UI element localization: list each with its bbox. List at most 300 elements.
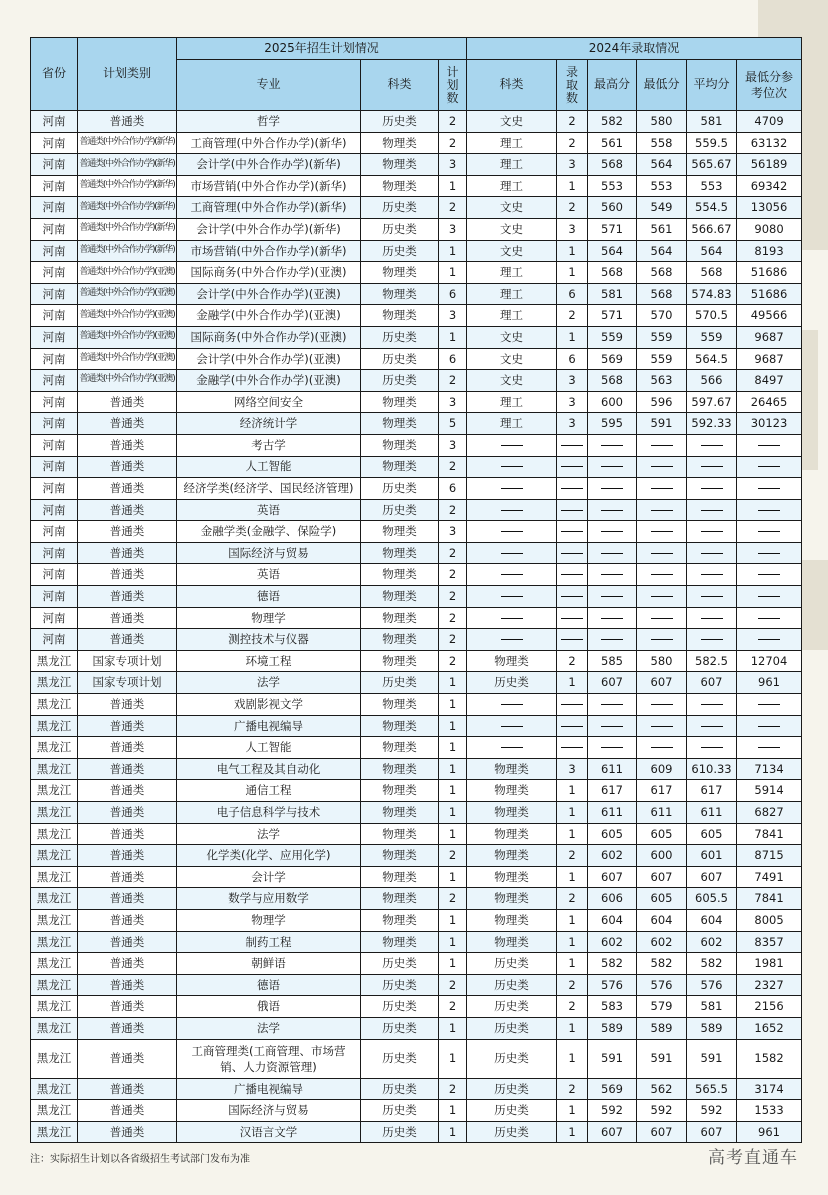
cell-major: 环境工程 [177,650,361,672]
cell-min-rank [737,629,802,651]
cell-avg-score: 591 [687,1039,737,1078]
cell-plan-count: 2 [439,629,467,651]
table-row [31,478,802,500]
cell-province: 河南 [31,197,78,219]
cell-subject-2025: 历史类 [361,953,439,975]
cell-plan-category: 普通类(中外合作办学)(新华) [78,218,177,240]
cell-plan-category: 普通类 [78,434,177,456]
cell-min-score: 605 [637,888,687,910]
cell-min-score [637,542,687,564]
cell-subject-2025: 物理类 [361,564,439,586]
cell-province: 黑龙江 [31,1078,78,1100]
cell-major: 物理学 [177,607,361,629]
cell-admitted [557,521,588,543]
dash-mark [701,618,723,619]
cell-max-score: 571 [588,305,637,327]
dash-mark [651,553,673,554]
table-row [31,758,802,780]
cell-plan-category: 普通类 [78,715,177,737]
cell-plan-count: 1 [439,953,467,975]
cell-major: 会计学(中外合作办学)(新华) [177,154,361,176]
cell-plan-count: 3 [439,391,467,413]
cell-major: 物理学 [177,909,361,931]
header-group-2025: 2025年招生计划情况 [177,38,467,60]
cell-min-score [637,737,687,759]
cell-plan-count: 2 [439,370,467,392]
cell-max-score: 602 [588,931,637,953]
cell-admitted: 2 [557,845,588,867]
table-row [31,348,802,370]
cell-subject-2025: 历史类 [361,1078,439,1100]
cell-admitted: 2 [557,996,588,1018]
dash-mark [701,466,723,467]
cell-avg-score [687,542,737,564]
cell-avg-score: 604 [687,909,737,931]
cell-min-rank: 961 [737,672,802,694]
cell-avg-score [687,607,737,629]
cell-subject-2025: 历史类 [361,996,439,1018]
cell-subject-2024: 物理类 [467,780,557,802]
cell-min-score: 579 [637,996,687,1018]
cell-province: 黑龙江 [31,845,78,867]
cell-avg-score: 570.5 [687,305,737,327]
dash-mark [651,466,673,467]
cell-plan-count: 1 [439,802,467,824]
cell-subject-2024: 理工 [467,262,557,284]
table-row [31,197,802,219]
cell-avg-score: 576 [687,974,737,996]
cell-major: 网络空间安全 [177,391,361,413]
dash-mark [651,574,673,575]
cell-province: 黑龙江 [31,974,78,996]
table-row [31,909,802,931]
cell-max-score [588,434,637,456]
table-row [31,305,802,327]
cell-avg-score: 565.67 [687,154,737,176]
table-row [31,1078,802,1100]
cell-min-rank: 4709 [737,111,802,133]
cell-admitted [557,715,588,737]
table-row [31,218,802,240]
cell-min-rank: 51686 [737,262,802,284]
cell-plan-category: 普通类(中外合作办学)(亚澳) [78,326,177,348]
cell-plan-count: 1 [439,780,467,802]
dash-mark [561,510,583,511]
dash-mark [501,553,523,554]
cell-avg-score: 601 [687,845,737,867]
cell-major: 哲学 [177,111,361,133]
cell-plan-category: 普通类 [78,802,177,824]
cell-subject-2025: 物理类 [361,802,439,824]
brand-watermark-text: 高考直通车 [708,1148,798,1168]
cell-max-score [588,607,637,629]
cell-min-score: 549 [637,197,687,219]
cell-min-rank: 1652 [737,1017,802,1039]
cell-admitted [557,456,588,478]
table-row [31,953,802,975]
cell-subject-2024: 历史类 [467,1078,557,1100]
cell-major: 会计学(中外合作办学)(亚澳) [177,283,361,305]
watermark-block [798,560,828,650]
cell-max-score [588,715,637,737]
cell-subject-2024 [467,434,557,456]
cell-subject-2024: 文史 [467,218,557,240]
cell-avg-score: 581 [687,111,737,133]
cell-subject-2024 [467,521,557,543]
cell-min-score: 558 [637,132,687,154]
cell-major: 法学 [177,823,361,845]
cell-min-rank: 63132 [737,132,802,154]
cell-province: 黑龙江 [31,823,78,845]
dash-mark [651,726,673,727]
dash-mark [601,466,623,467]
cell-subject-2024: 理工 [467,391,557,413]
cell-min-rank: 7841 [737,888,802,910]
cell-plan-count: 1 [439,175,467,197]
cell-province: 河南 [31,586,78,608]
cell-subject-2025: 物理类 [361,758,439,780]
cell-plan-category: 普通类 [78,521,177,543]
cell-min-score: 561 [637,218,687,240]
header-plan-count: 计划数 [439,60,467,111]
cell-admitted: 6 [557,283,588,305]
cell-plan-count: 1 [439,262,467,284]
table-row [31,326,802,348]
cell-min-rank [737,499,802,521]
cell-plan-count: 2 [439,607,467,629]
cell-plan-category: 普通类 [78,111,177,133]
cell-min-rank: 2156 [737,996,802,1018]
cell-min-score: 591 [637,413,687,435]
cell-subject-2024: 历史类 [467,672,557,694]
cell-admitted: 1 [557,802,588,824]
cell-max-score: 589 [588,1017,637,1039]
cell-plan-category: 普通类 [78,1100,177,1122]
cell-max-score [588,629,637,651]
cell-min-rank: 1582 [737,1039,802,1078]
table-row [31,974,802,996]
cell-max-score: 607 [588,866,637,888]
header-min-score: 最低分 [637,60,687,111]
cell-major: 英语 [177,564,361,586]
cell-max-score: 582 [588,953,637,975]
cell-plan-category: 普通类 [78,909,177,931]
cell-min-score: 582 [637,953,687,975]
cell-subject-2025: 物理类 [361,542,439,564]
dash-mark [501,596,523,597]
table-row [31,694,802,716]
table-row [31,1039,802,1078]
cell-min-rank: 7491 [737,866,802,888]
cell-plan-category: 普通类(中外合作办学)(新华) [78,240,177,262]
table-row [31,629,802,651]
cell-province: 黑龙江 [31,888,78,910]
cell-admitted [557,629,588,651]
cell-avg-score: 607 [687,672,737,694]
cell-subject-2025: 历史类 [361,326,439,348]
cell-subject-2024 [467,694,557,716]
cell-subject-2025: 物理类 [361,694,439,716]
cell-major: 会计学(中外合作办学)(新华) [177,218,361,240]
cell-avg-score [687,478,737,500]
cell-max-score [588,586,637,608]
dash-mark [651,488,673,489]
dash-mark [758,553,780,554]
cell-min-rank: 8005 [737,909,802,931]
cell-admitted: 1 [557,1017,588,1039]
header-avg-score: 平均分 [687,60,737,111]
cell-avg-score [687,715,737,737]
cell-subject-2025: 物理类 [361,175,439,197]
cell-subject-2024: 历史类 [467,1121,557,1143]
cell-province: 黑龙江 [31,737,78,759]
table-row [31,262,802,284]
cell-admitted: 1 [557,823,588,845]
dash-mark [701,553,723,554]
cell-major: 德语 [177,586,361,608]
cell-subject-2024 [467,715,557,737]
table-row [31,607,802,629]
cell-province: 河南 [31,564,78,586]
cell-min-score: 564 [637,240,687,262]
cell-admitted: 6 [557,348,588,370]
cell-max-score: 606 [588,888,637,910]
cell-major: 电气工程及其自动化 [177,758,361,780]
cell-subject-2024: 历史类 [467,974,557,996]
cell-min-score: 607 [637,672,687,694]
cell-subject-2025: 物理类 [361,866,439,888]
table-row [31,175,802,197]
cell-province: 黑龙江 [31,1121,78,1143]
cell-max-score [588,478,637,500]
cell-subject-2025: 物理类 [361,715,439,737]
header-plan-category: 计划类别 [78,38,177,111]
table-row [31,283,802,305]
cell-min-score: 602 [637,931,687,953]
dash-mark [561,747,583,748]
header-group-2024: 2024年录取情况 [467,38,802,60]
cell-plan-count: 3 [439,434,467,456]
cell-province: 河南 [31,132,78,154]
cell-major: 市场营销(中外合作办学)(新华) [177,175,361,197]
cell-min-score: 568 [637,283,687,305]
cell-subject-2024: 历史类 [467,1039,557,1078]
cell-subject-2025: 物理类 [361,434,439,456]
cell-min-score: 553 [637,175,687,197]
cell-major: 会计学(中外合作办学)(亚澳) [177,348,361,370]
cell-admitted: 1 [557,672,588,694]
cell-plan-count: 1 [439,931,467,953]
cell-plan-category: 普通类(中外合作办学)(亚澳) [78,283,177,305]
cell-major: 戏剧影视文学 [177,694,361,716]
cell-subject-2024: 物理类 [467,866,557,888]
cell-avg-score [687,456,737,478]
cell-admitted: 1 [557,953,588,975]
table-row [31,1121,802,1143]
cell-min-score: 580 [637,650,687,672]
cell-major: 金融学(中外合作办学)(亚澳) [177,370,361,392]
cell-subject-2024: 文史 [467,197,557,219]
cell-subject-2024: 理工 [467,175,557,197]
table-row [31,370,802,392]
cell-province: 黑龙江 [31,694,78,716]
dash-mark [601,639,623,640]
cell-min-score [637,499,687,521]
cell-max-score: 583 [588,996,637,1018]
cell-subject-2025: 历史类 [361,499,439,521]
dash-mark [601,445,623,446]
cell-province: 黑龙江 [31,931,78,953]
cell-min-score [637,564,687,586]
cell-min-rank [737,737,802,759]
cell-admitted: 3 [557,758,588,780]
cell-major: 考古学 [177,434,361,456]
cell-admitted: 1 [557,909,588,931]
cell-min-score: 605 [637,823,687,845]
cell-min-rank: 8497 [737,370,802,392]
dash-mark [561,531,583,532]
cell-avg-score: 559 [687,326,737,348]
cell-plan-count: 2 [439,845,467,867]
cell-plan-category: 普通类 [78,996,177,1018]
cell-min-score: 559 [637,326,687,348]
cell-admitted [557,499,588,521]
dash-mark [561,618,583,619]
cell-avg-score: 611 [687,802,737,824]
cell-major: 金融学(中外合作办学)(亚澳) [177,305,361,327]
cell-subject-2025: 物理类 [361,586,439,608]
cell-plan-category: 普通类(中外合作办学)(新华) [78,132,177,154]
cell-min-score: 611 [637,802,687,824]
cell-subject-2025: 物理类 [361,305,439,327]
cell-min-score [637,629,687,651]
cell-admitted [557,694,588,716]
cell-subject-2025: 历史类 [361,1017,439,1039]
cell-min-score: 562 [637,1078,687,1100]
cell-major: 会计学 [177,866,361,888]
cell-subject-2024: 理工 [467,413,557,435]
cell-plan-count: 1 [439,1121,467,1143]
cell-avg-score: 553 [687,175,737,197]
cell-province: 河南 [31,175,78,197]
cell-plan-count: 1 [439,1039,467,1078]
cell-province: 河南 [31,456,78,478]
table-row [31,413,802,435]
cell-max-score: 581 [588,283,637,305]
cell-max-score: 607 [588,672,637,694]
cell-avg-score: 566.67 [687,218,737,240]
cell-major: 俄语 [177,996,361,1018]
cell-admitted [557,737,588,759]
cell-avg-score: 602 [687,931,737,953]
cell-plan-count: 2 [439,586,467,608]
cell-province: 河南 [31,240,78,262]
table-row [31,802,802,824]
cell-avg-score: 559.5 [687,132,737,154]
cell-min-rank: 961 [737,1121,802,1143]
dash-mark [601,553,623,554]
cell-plan-category: 普通类 [78,1078,177,1100]
cell-plan-count: 2 [439,888,467,910]
cell-major: 工商管理(中外合作办学)(新华) [177,197,361,219]
cell-major: 化学类(化学、应用化学) [177,845,361,867]
cell-plan-category: 普通类 [78,542,177,564]
cell-min-rank: 26465 [737,391,802,413]
dash-mark [501,639,523,640]
cell-min-score [637,434,687,456]
cell-major: 德语 [177,974,361,996]
dash-mark [501,510,523,511]
cell-subject-2025: 物理类 [361,650,439,672]
header-subject-2024: 科类 [467,60,557,111]
dash-mark [501,445,523,446]
cell-min-score [637,521,687,543]
header-max-score: 最高分 [588,60,637,111]
cell-province: 黑龙江 [31,650,78,672]
cell-max-score: 591 [588,1039,637,1078]
cell-plan-category: 普通类(中外合作办学)(新华) [78,197,177,219]
cell-min-rank: 49566 [737,305,802,327]
cell-province: 河南 [31,607,78,629]
cell-province: 黑龙江 [31,758,78,780]
cell-max-score [588,694,637,716]
cell-plan-count: 1 [439,758,467,780]
dash-mark [758,510,780,511]
dash-mark [758,466,780,467]
cell-plan-category: 普通类 [78,823,177,845]
table-row [31,672,802,694]
cell-plan-count: 1 [439,1100,467,1122]
dash-mark [501,704,523,705]
cell-max-score: 564 [588,240,637,262]
cell-min-rank: 7134 [737,758,802,780]
cell-admitted: 1 [557,175,588,197]
cell-plan-count: 6 [439,283,467,305]
cell-subject-2024 [467,478,557,500]
dash-mark [701,596,723,597]
cell-major: 国际商务(中外合作办学)(亚澳) [177,262,361,284]
cell-min-rank: 3174 [737,1078,802,1100]
cell-max-score: 559 [588,326,637,348]
cell-avg-score [687,564,737,586]
cell-min-rank [737,542,802,564]
cell-avg-score [687,737,737,759]
cell-plan-count: 3 [439,521,467,543]
cell-min-score: 600 [637,845,687,867]
dash-mark [651,510,673,511]
table-row [31,823,802,845]
cell-plan-count: 2 [439,1078,467,1100]
header-major: 专业 [177,60,361,111]
table-row [31,434,802,456]
cell-subject-2024: 物理类 [467,931,557,953]
cell-avg-score [687,499,737,521]
cell-subject-2024: 物理类 [467,650,557,672]
cell-plan-category: 普通类 [78,1039,177,1078]
cell-province: 黑龙江 [31,996,78,1018]
cell-min-rank: 13056 [737,197,802,219]
dash-mark [651,639,673,640]
cell-admitted: 1 [557,866,588,888]
cell-max-score: 600 [588,391,637,413]
cell-admitted: 3 [557,154,588,176]
cell-plan-category: 普通类 [78,866,177,888]
cell-major: 广播电视编导 [177,1078,361,1100]
cell-admitted: 2 [557,197,588,219]
dash-mark [701,726,723,727]
cell-avg-score: 610.33 [687,758,737,780]
dash-mark [601,488,623,489]
